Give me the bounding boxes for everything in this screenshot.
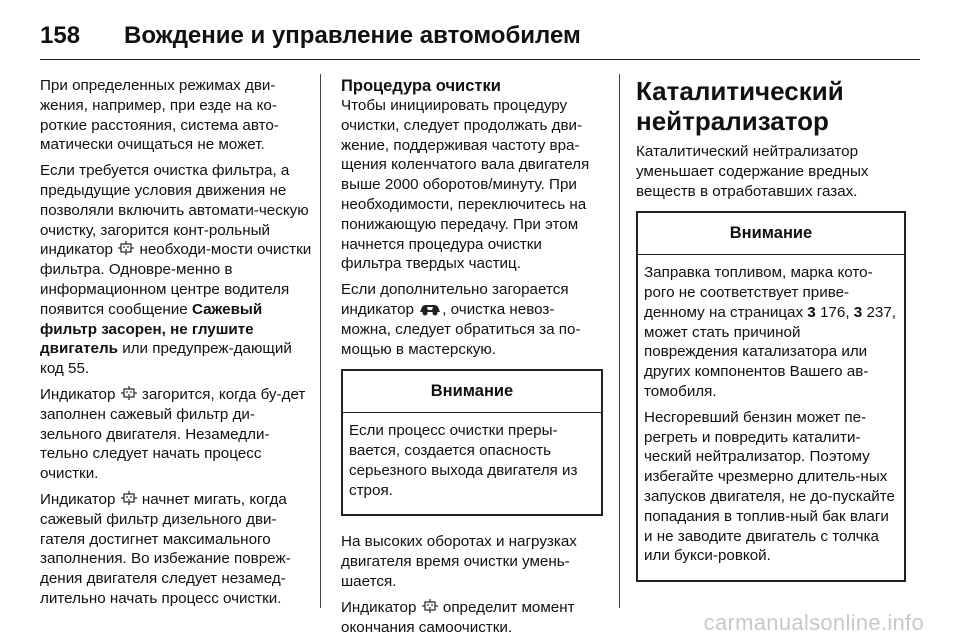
column-divider-1 (320, 74, 321, 608)
warning-text: Заправка топливом, марка кото-рого не соответствует приве-денному на страницах 3 176, 3 237, может стать причиной повреждения катализатора или других компонентов Вашего ав-томобиля. (644, 264, 897, 400)
page-header (40, 16, 581, 56)
service-vehicle-icon (419, 302, 441, 316)
paragraph: Если требуется очистка фильтра, а предыдущие условия движения не позволяли включить автомати-ческую очистку, загорится конт-рольный индикатор необходи-мости очистки фильтра. Одновре-менно в информационном центре водителя появится сообщение Сажевый фильтр засорен, не глушите двигатель или предупреж-дающий код 55. (40, 162, 312, 378)
paragraph: При определенных режимах дви-жения, например, при езде на ко-роткие расстояния, система авто-матически очищаться не может. (40, 77, 279, 154)
paragraph: Чтобы инициировать процедуру очистки, следует продолжать дви-жение, поддерживая частоту вра-щения коленчатого вала двигателя выше 2000 оборотов/минуту. При необходимости, переключитесь на понижающую передачу. При этом начнется процедура очистки фильтра твердых частиц. (341, 97, 590, 273)
diesel-particulate-filter-icon (121, 386, 137, 400)
warning-text: Если процесс очистки преры-вается, создается опасность серьезного выхода двигателя из строя. (349, 422, 578, 499)
warning-box (636, 211, 906, 582)
page-number: 158 (40, 22, 81, 49)
watermark: carmanualsonline.info (703, 610, 924, 635)
page-reference-link[interactable]: 3 (853, 303, 863, 321)
paragraph: На высоких оборотах и нагрузках двигателя время очистки умень-шается. (341, 533, 577, 590)
section-heading: Каталитический нейтрализатор (636, 76, 844, 136)
column-divider-2 (619, 74, 620, 608)
paragraph: Индикатор загорится, когда бу-дет заполнен сажевый фильтр ди-зельного двигателя. Незамедли-тельно следует начать процесс очистки. (40, 385, 306, 483)
page-reference-link[interactable]: 3 (807, 303, 816, 321)
column-1 (40, 76, 312, 615)
warning-body (343, 413, 601, 514)
warning-title: Внимание (638, 213, 904, 255)
warning-body (638, 255, 904, 580)
warning-text: Несгоревший бензин может пе-регреть и повредить каталити-ческий нейтрализатор. Поэтому избегайте чрезмерно длитель-ных запусков двигателя, не до-пускайте попадания в топлив-ный бак влаги и не заводите двигатель с толчка или букси-ровкой. (644, 408, 895, 565)
paragraph: Каталитический нейтрализатор уменьшает содержание вредных веществ в отработавших газах. (636, 143, 869, 200)
diesel-particulate-filter-icon (121, 491, 137, 505)
page-title: Вождение и управление автомобилем (124, 22, 581, 49)
warning-title: Внимание (343, 371, 601, 413)
warning-box (341, 369, 603, 516)
section-heading: Процедура очистки (341, 77, 501, 95)
diesel-particulate-filter-icon (118, 241, 134, 255)
diesel-particulate-filter-icon (422, 599, 438, 613)
column-2 (341, 76, 603, 643)
header-divider (40, 59, 920, 60)
column-3 (636, 76, 906, 598)
page-reference-number[interactable]: 176, (819, 303, 850, 321)
message-text: Сажевый фильтр засорен, не глушите двигатель (40, 300, 263, 358)
paragraph: Индикатор определит момент окончания самоочистки. (341, 598, 575, 636)
paragraph: Индикатор начнет мигать, когда сажевый фильтр дизельного дви-гателя достигнет максимального заполнения. Во избежание повреж-дения двигателя следует незамед-лительно начать процесс очистки. (40, 490, 291, 607)
paragraph: Если дополнительно загорается индикатор , очистка невоз-можна, следует обратиться за по-мощью в мастерскую. (341, 281, 581, 358)
